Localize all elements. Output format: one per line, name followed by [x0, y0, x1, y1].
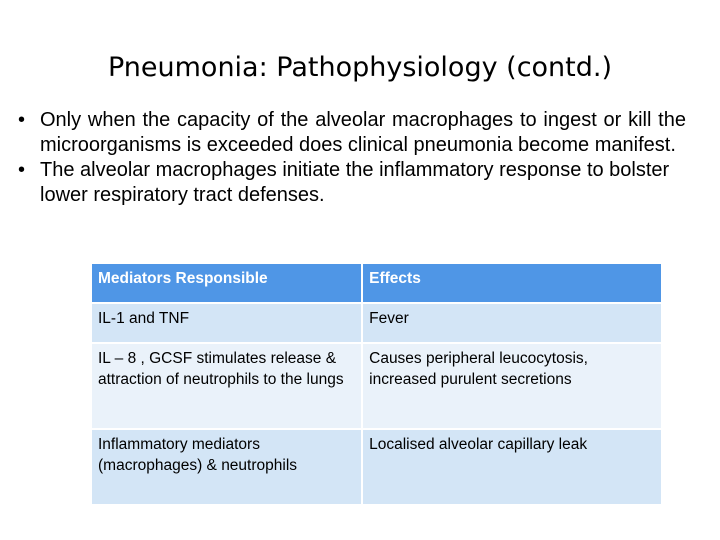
mediator-cell: Inflammatory mediators (macrophages) & neutrophils — [91, 429, 362, 505]
header-effects: Effects — [362, 263, 662, 303]
bullet-dot-icon: • — [18, 109, 26, 131]
mediators-table — [90, 262, 663, 506]
table-row — [91, 429, 662, 505]
table-row — [91, 343, 662, 429]
bullet-item — [18, 158, 686, 208]
bullet-list — [18, 108, 686, 208]
effect-cell: Causes peripheral leucocytosis, increased purulent secretions — [362, 343, 662, 429]
mediator-cell: IL-1 and TNF — [91, 303, 362, 343]
bullet-dot-icon: • — [18, 159, 26, 181]
mediator-cell: IL – 8 , GCSF stimulates release & attraction of neutrophils to the lungs — [91, 343, 362, 429]
bullet-item — [18, 108, 686, 158]
bullet-text: The alveolar macrophages initiate the inflammatory response to bolster lower respiratory tract defenses. — [40, 159, 670, 206]
effect-cell: Fever — [362, 303, 662, 343]
table-row — [91, 303, 662, 343]
table-header-row — [91, 263, 662, 303]
effect-cell: Localised alveolar capillary leak — [362, 429, 662, 505]
header-mediators: Mediators Responsible — [91, 263, 362, 303]
slide-title: Pneumonia: Pathophysiology (contd.) — [107, 52, 613, 83]
bullet-text: Only when the capacity of the alveolar macrophages to ingest or kill the microorganisms is exceeded does clinical pneumonia become manifest. — [40, 109, 686, 156]
